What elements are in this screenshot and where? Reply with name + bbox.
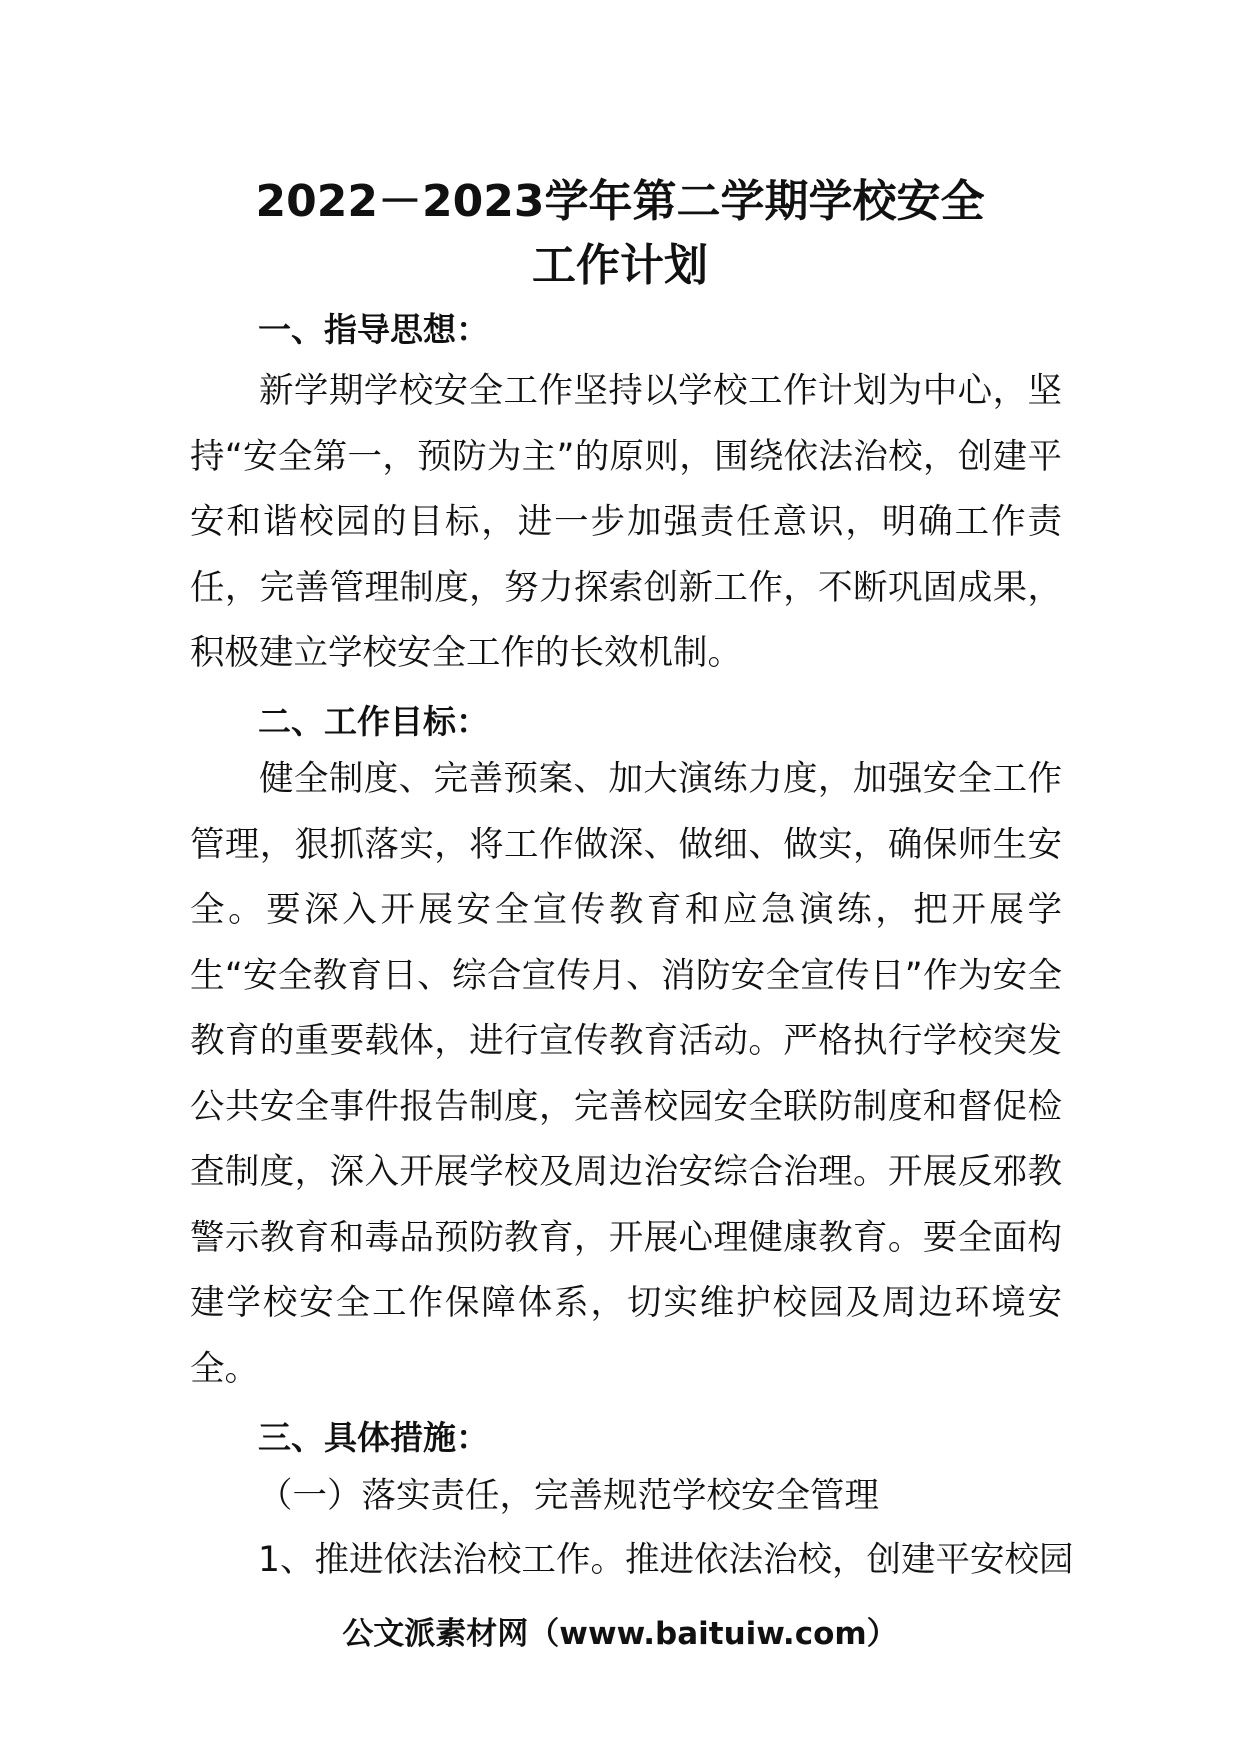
section-3-item-1: 1、推进依法治校工作。推进依法治校，创建平安校园 <box>258 1540 1074 1580</box>
section-3-subheading: （一）落实责任，完善规范学校安全管理 <box>258 1476 879 1516</box>
document-title-line-2: 工作计划 <box>532 240 708 291</box>
document-title-line-1: 2022－2023学年第二学期学校安全 <box>255 176 985 227</box>
watermark-footer: 公文派素材网（www.baituiw.com） <box>342 1616 898 1652</box>
section-1-paragraph: 新学期学校安全工作坚持以学校工作计划为中心，坚持“安全第一，预防为主”的原则，围绕依法治校，创建平安和谐校园的目标，进一步加强责任意识，明确工作责任，完善管理制度，努力探索创新工作，不断巩固成果，积极建立学校安全工作的长效机制。 <box>190 371 1062 673</box>
section-3-heading: 三、具体措施： <box>258 1418 489 1457</box>
section-1-heading: 一、指导思想： <box>258 310 489 349</box>
section-2-heading: 二、工作目标： <box>258 702 489 741</box>
section-2-paragraph: 健全制度、完善预案、加大演练力度，加强安全工作管理，狠抓落实，将工作做深、做细、做实，确保师生安全。要深入开展安全宣传教育和应急演练，把开展学生“安全教育日、综合宣传月、消防安全宣传日”作为安全教育的重要载体，进行宣传教育活动。严格执行学校突发公共安全事件报告制度，完善校园安全联防制度和督促检查制度，深入开展学校及周边治安综合治理。开展反邪教警示教育和毒品预防教育，开展心理健康教育。要全面构建学校安全工作保障体系，切实维护校园及周边环境安全。 <box>190 759 1062 1389</box>
